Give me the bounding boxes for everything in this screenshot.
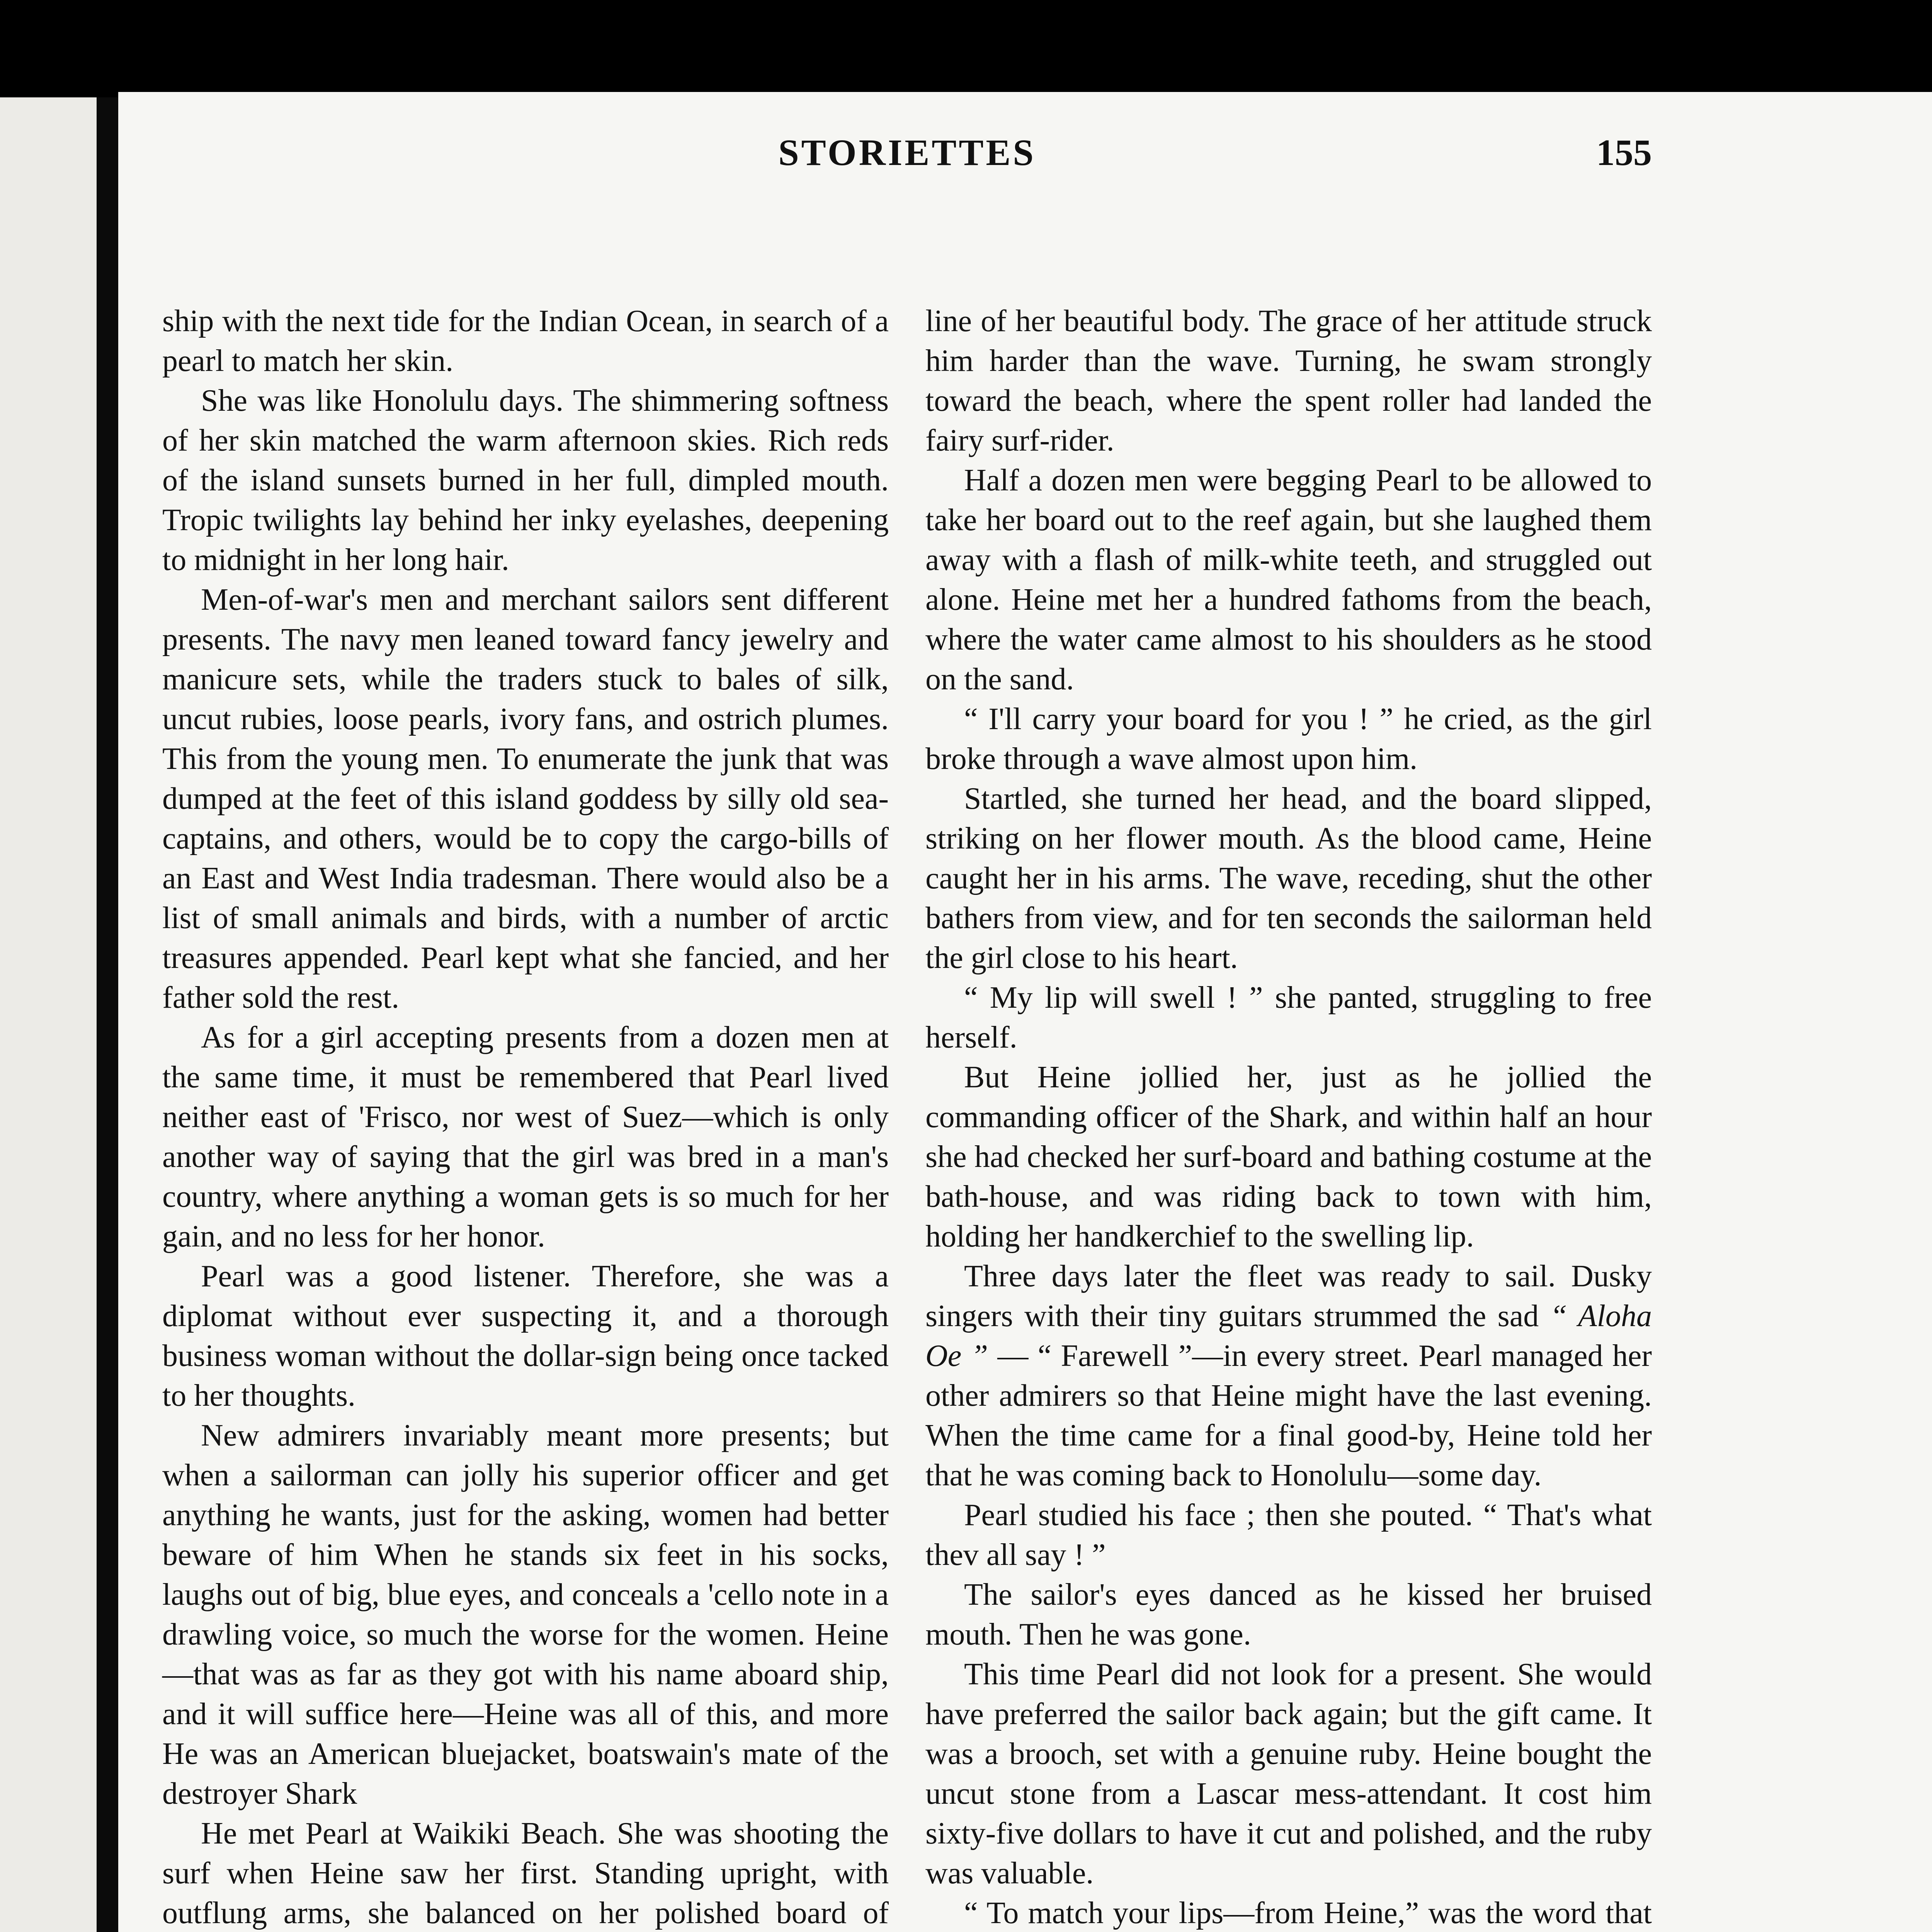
paragraph (925, 1257, 1652, 1495)
paragraph: “ To match your lips—from Heine,” was the word that (964, 1896, 1652, 1930)
paragraph: She was like Honolulu days. The shimmering softness of her skin matched the warm afternoon skies. Rich reds of the island sunsets burned in her full, dimpled mouth. Tropic twilights lay behind her inky eyelashes, deepening to midnight in her long hair. (162, 384, 889, 577)
paragraph: “ My lip will swell ! ” she panted, struggling to free herself. (925, 981, 1652, 1054)
song-title: “ Aloha Oe ” (925, 1299, 1652, 1373)
paragraph: This time Pearl did not look for a present. She would have preferred the sailor back again; but the gift came. It was a brooch, set with a genuine ruby. Heine bought the uncut stone from a Lascar mess-attendant. It cost him sixty-five dollars to have it cut and polished, and the ruby was valuable. (925, 1657, 1652, 1890)
running-head-title: STORIETTES (778, 132, 1036, 173)
text-column-right (925, 301, 1652, 1932)
text-column-left (162, 301, 889, 1932)
paragraph: Men-of-war's men and merchant sailors sent different presents. The navy men leaned toward fancy jewelry and manicure sets, while the traders stuck to bales of silk, uncut rubies, loose pearls, ivory fans, and ostrich plumes. This from the young men. To enumerate the junk that was dumped at the feet of this island goddess by silly old sea-captains, and others, would be to copy the cargo-bills of an East and West India tradesman. There would also be a list of small animals and birds, with a number of arctic treasures appended. Pearl kept what she fancied, and her father sold the rest. (162, 583, 889, 1015)
paragraph: Pearl studied his face ; then she pouted. “ That's what thev all say ! ” (925, 1498, 1652, 1572)
paragraph: Half a dozen men were begging Pearl to be allowed to take her board out to the reef again, but she laughed them away with a flash of milk-white teeth, and struggled out alone. Heine met her a hundred fathoms from the beach, where the water came almost to his shoulders as he stood on the sand. (925, 463, 1652, 696)
text-run: — “ Farewell ”—in every street. Pearl managed her other admirers so that Heine might have the last evening. When the time came for a final good-by, Heine told her that he was coming back to Honolulu—some day. (925, 1339, 1652, 1492)
text-run: Three days later the fleet was ready to sail. Dusky singers with their tiny guitars strummed the sad (925, 1259, 1652, 1333)
paragraph: New admirers invariably meant more presents; but when a sailorman can jolly his superior officer and get anything he wants, just for the asking, women had better beware of him When he stands six feet in his socks, laughs out of big, blue eyes, and conceals a 'cello note in a drawling voice, so much the worse for the women. Heine—that was as far as they got with his name aboard ship, and it will suffice here—Heine was all of this, and more He was an American bluejacket, boatswain's mate of the destroyer Shark (162, 1418, 889, 1811)
paragraph: He met Pearl at Waikiki Beach. She was shooting the surf when Heine saw her first. Standing upright, with outflung arms, she balanced on her polished board of (162, 1816, 889, 1930)
facing-page-edge (0, 97, 97, 1932)
paragraph: ship with the next tide for the Indian Ocean, in search of a pearl to match her skin. (162, 304, 889, 378)
running-head (162, 122, 1652, 184)
paragraph: Startled, she turned her head, and the board slipped, striking on her flower mouth. As the blood came, Heine caught her in his arms. The wave, receding, shut the other bathers from view, and for ten seconds the sailorman held the girl close to his heart. (925, 782, 1652, 975)
paragraph: As for a girl accepting presents from a dozen men at the same time, it must be remembered that Pearl lived neither east of 'Frisco, nor west of Suez—which is only another way of saying that the girl was bred in a man's country, where anything a woman gets is so much for her gain, and no less for her honor. (162, 1020, 889, 1253)
book-gutter (97, 97, 118, 1932)
page-number: 155 (1596, 132, 1652, 173)
paragraph: “ I'll carry your board for you ! ” he cried, as the girl broke through a wave almost upon him. (925, 702, 1652, 776)
paragraph: But Heine jollied her, just as he jollied the commanding officer of the Shark, and within half an hour she had checked her surf-board and bathing costume at the bath-house, and was riding back to town with him, holding her handkerchief to the swelling lip. (925, 1060, 1652, 1253)
paragraph: The sailor's eyes danced as he kissed her bruised mouth. Then he was gone. (925, 1578, 1652, 1651)
paragraph: line of her beautiful body. The grace of her attitude struck him harder than the wave. Turning, he swam strongly toward the beach, where the spent roller had landed the fairy surf-rider. (925, 304, 1652, 457)
paragraph: Pearl was a good listener. Therefore, she was a diplomat without ever suspecting it, and a thorough business woman without the dollar-sign being once tacked to her thoughts. (162, 1259, 889, 1413)
